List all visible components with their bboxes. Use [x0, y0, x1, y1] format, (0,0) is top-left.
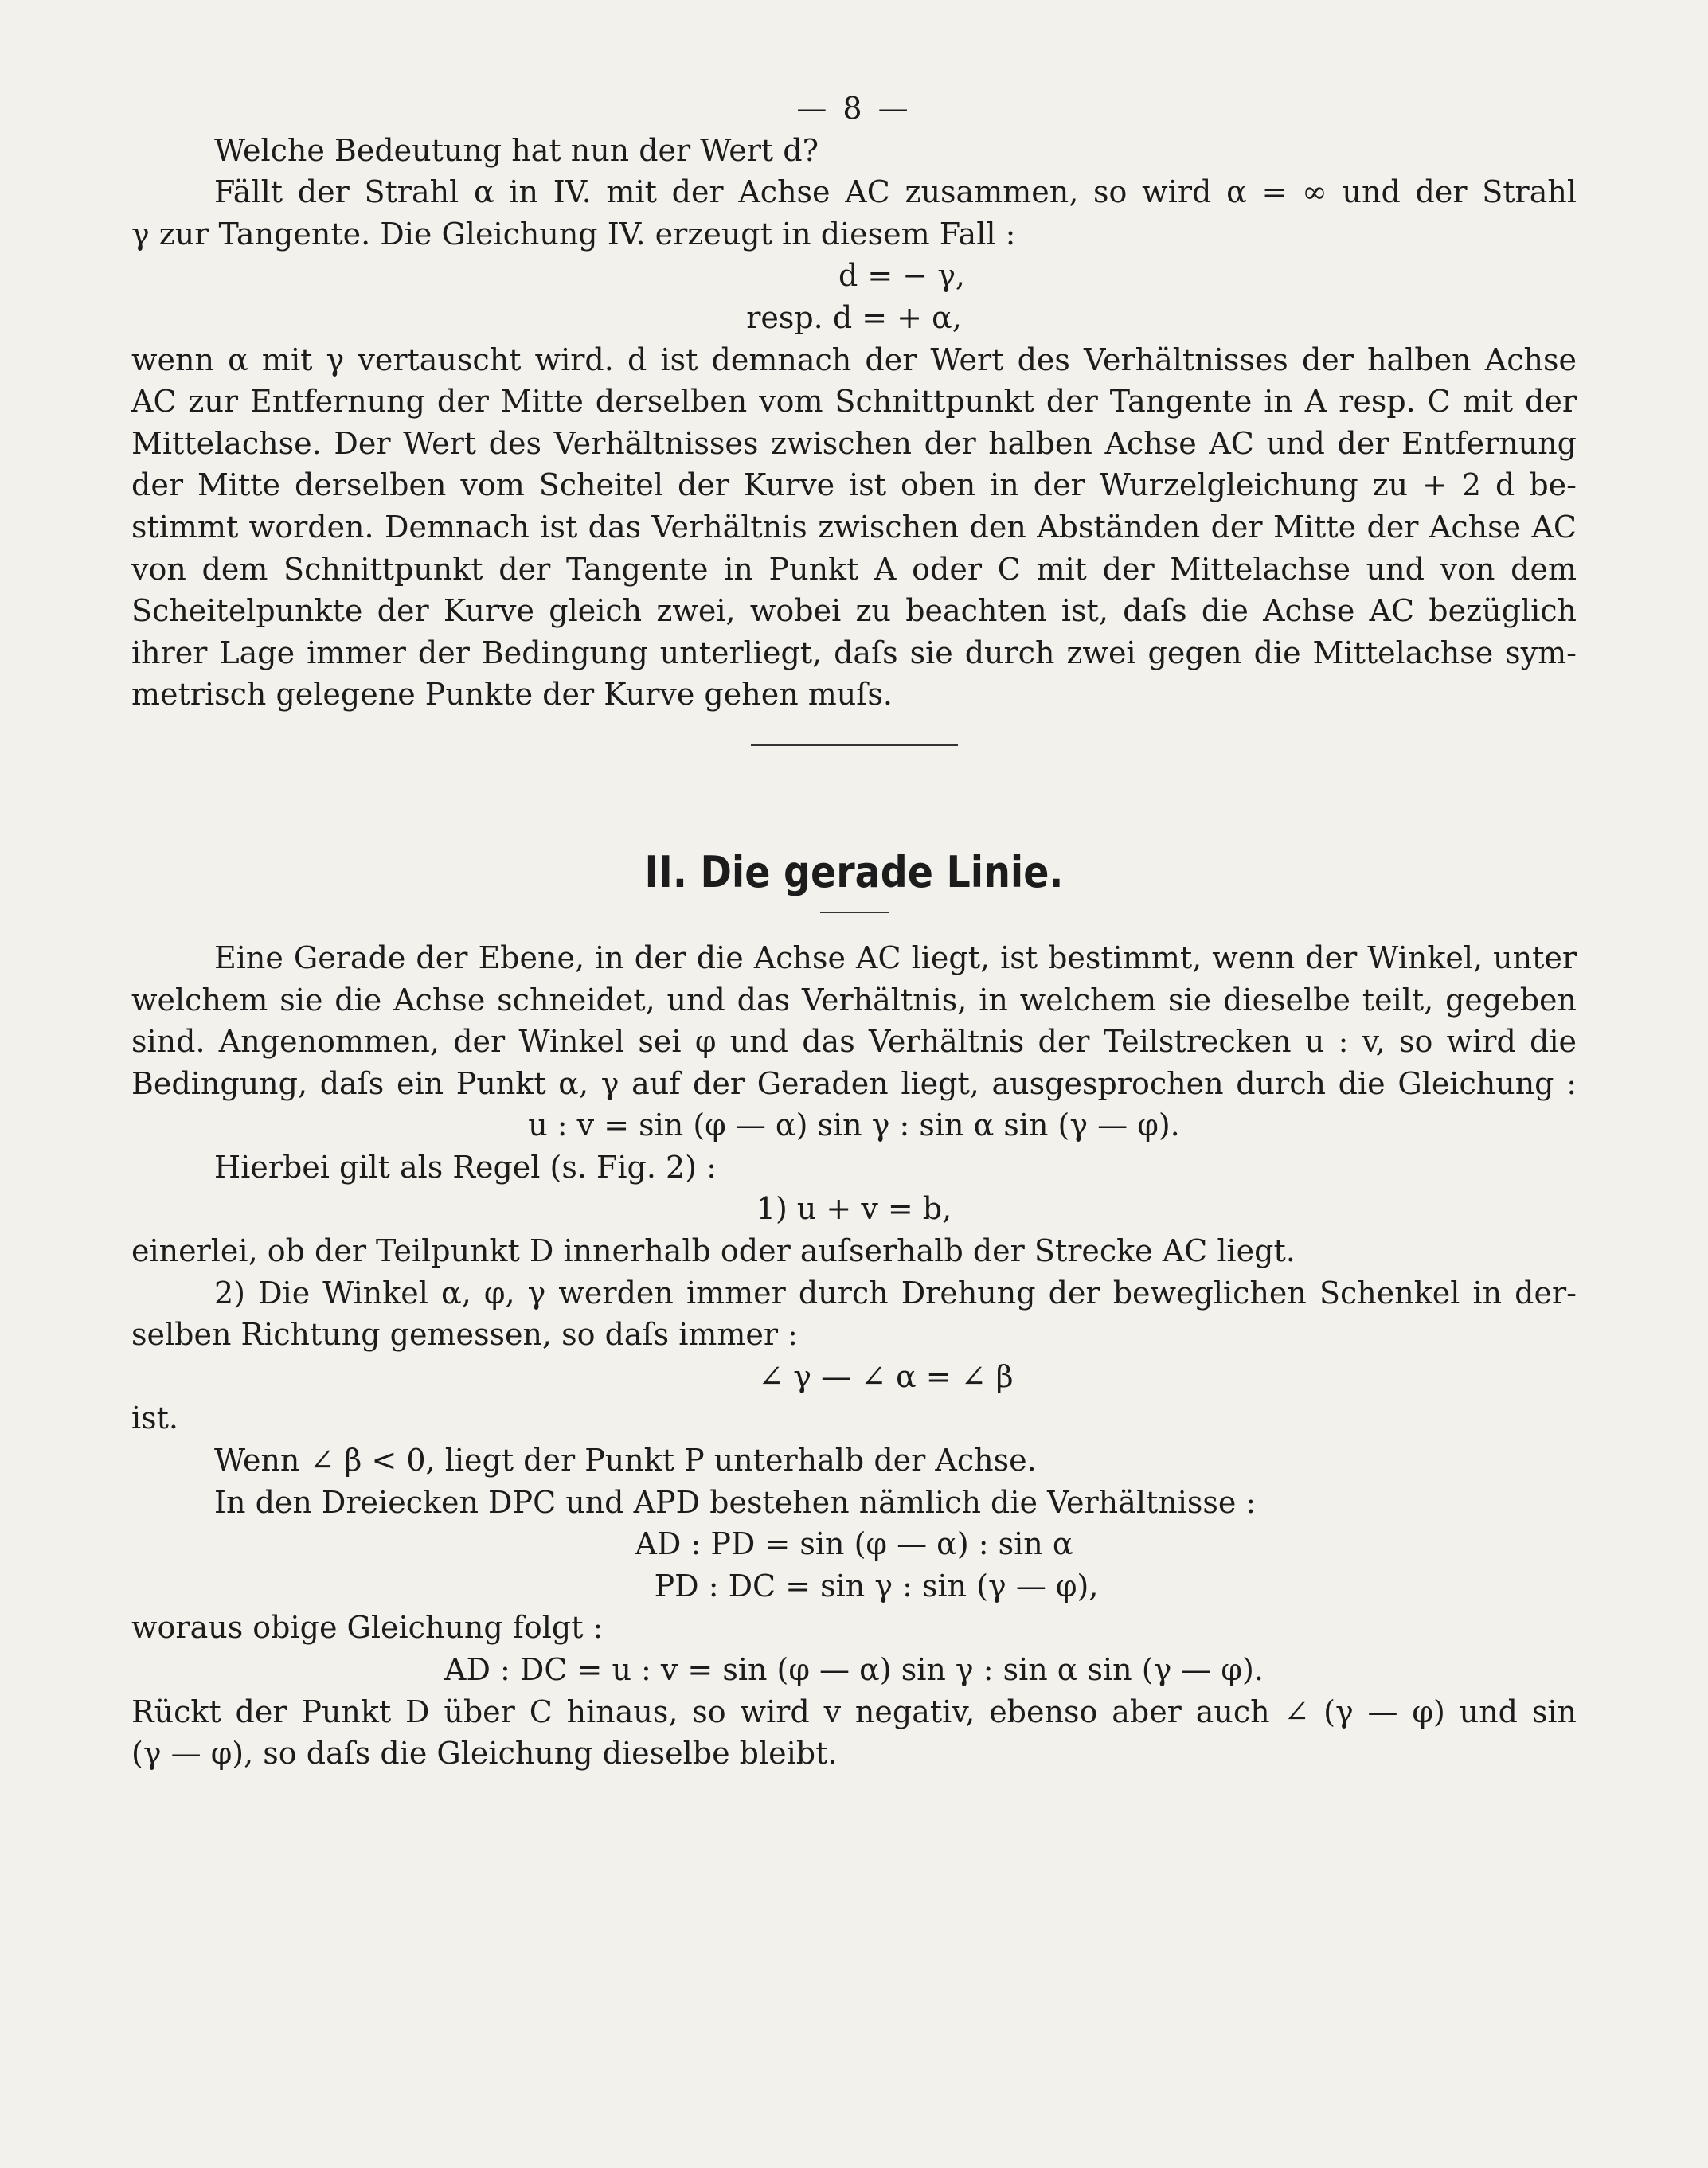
text-line: der Mitte derselben vom Scheitel der Kurve ist oben in der Wurzelgleichung zu + 2 d be-	[131, 467, 1577, 503]
text-line: Bedingung, daſs ein Punkt α, γ auf der Geraden liegt, ausgesprochen durch die Gleichung :	[131, 1065, 1577, 1101]
text-line: Scheitelpunkte der Kurve gleich zwei, wobei zu beachten ist, daſs die Achse AC bezüglich	[131, 593, 1577, 629]
page-number: — 8 —	[796, 91, 912, 126]
text-line: wenn α mit γ vertauscht wird. d ist demnach der Wert des Verhältnisses der halben Achse	[131, 342, 1577, 377]
text-line: ist.	[131, 1400, 179, 1436]
text-line: einerlei, ob der Teilpunkt D innerhalb oder auſserhalb der Strecke AC liegt.	[131, 1233, 1296, 1269]
equation-line: PD : DC = sin γ : sin (γ — φ),	[654, 1568, 1099, 1604]
text-line: In den Dreiecken DPC und APD bestehen nämlich die Verhältnisse :	[214, 1484, 1257, 1520]
text-line: Fällt der Strahl α in IV. mit der Achse AC zusammen, so wird α = ∞ und der Strahl	[214, 174, 1577, 210]
text-line: Wenn ∠ β < 0, liegt der Punkt P unterhalb der Achse.	[214, 1443, 1037, 1479]
section-2	[131, 937, 1577, 1775]
text-line: Welche Bedeutung hat nun der Wert d?	[214, 132, 819, 168]
text-line: Hierbei gilt als Regel (s. Fig. 2) :	[214, 1149, 717, 1185]
equation-line: AD : PD = sin (φ — α) : sin α	[635, 1526, 1073, 1562]
equation-line: AD : DC = u : v = sin (φ — α) sin γ : sin α sin (γ — φ).	[444, 1652, 1264, 1687]
text-line: Mittelachse. Der Wert des Verhältnisses zwischen der halben Achse AC und der Entfernung	[131, 425, 1577, 461]
text-line: Rückt der Punkt D über C hinaus, so wird v negativ, ebenso aber auch ∠ (γ — φ) und sin	[131, 1693, 1577, 1729]
text-line: welchem sie die Achse schneidet, und das Verhältnis, in welchem sie dieselbe teilt, gegeben	[131, 982, 1577, 1018]
heading-underline	[820, 912, 889, 913]
text-line: Eine Gerade der Ebene, in der die Achse AC liegt, ist bestimmt, wenn der Winkel, unter	[214, 939, 1577, 975]
section-1	[131, 130, 1577, 716]
equation-line: ∠ γ — ∠ α = ∠ β	[758, 1358, 1014, 1394]
text-line: von dem Schnittpunkt der Tangente in Punkt A oder C mit der Mittelachse und von dem	[131, 551, 1577, 587]
text-line: 2) Die Winkel α, φ, γ werden immer durch Drehung der beweglichen Schenkel in der-	[214, 1275, 1577, 1311]
section-divider	[751, 744, 958, 746]
text-line: stimmt worden. Demnach ist das Verhältnis zwischen den Abständen der Mitte der Achse AC	[131, 509, 1577, 545]
equation-line: u : v = sin (φ — α) sin γ : sin α sin (γ — φ).	[528, 1107, 1180, 1143]
text-line: γ zur Tangente. Die Gleichung IV. erzeugt in diesem Fall :	[131, 216, 1016, 252]
text-line: sind. Angenommen, der Winkel sei φ und das Verhältnis der Teilstrecken u : v, so wird die	[131, 1024, 1577, 1060]
text-line: selben Richtung gemessen, so daſs immer :	[131, 1317, 798, 1353]
section-heading: II. Die gerade Linie.	[644, 846, 1064, 897]
text-line: woraus obige Gleichung folgt :	[131, 1610, 604, 1646]
page-body	[131, 88, 1577, 1775]
text-line: metrisch gelegene Punkte der Kurve gehen muſs.	[131, 677, 893, 713]
equation-line: d = − γ,	[838, 258, 966, 294]
equation-line: 1) u + v = b,	[756, 1191, 952, 1227]
text-line: (γ — φ), so daſs die Gleichung dieselbe bleibt.	[131, 1736, 838, 1772]
text-line: ihrer Lage immer der Bedingung unterliegt, daſs sie durch zwei gegen die Mittelachse sym-	[131, 635, 1577, 670]
text-line: AC zur Entfernung der Mitte derselben vom Schnittpunkt der Tangente in A resp. C mit der	[131, 384, 1577, 420]
equation-line: resp. d = + α,	[746, 299, 962, 335]
